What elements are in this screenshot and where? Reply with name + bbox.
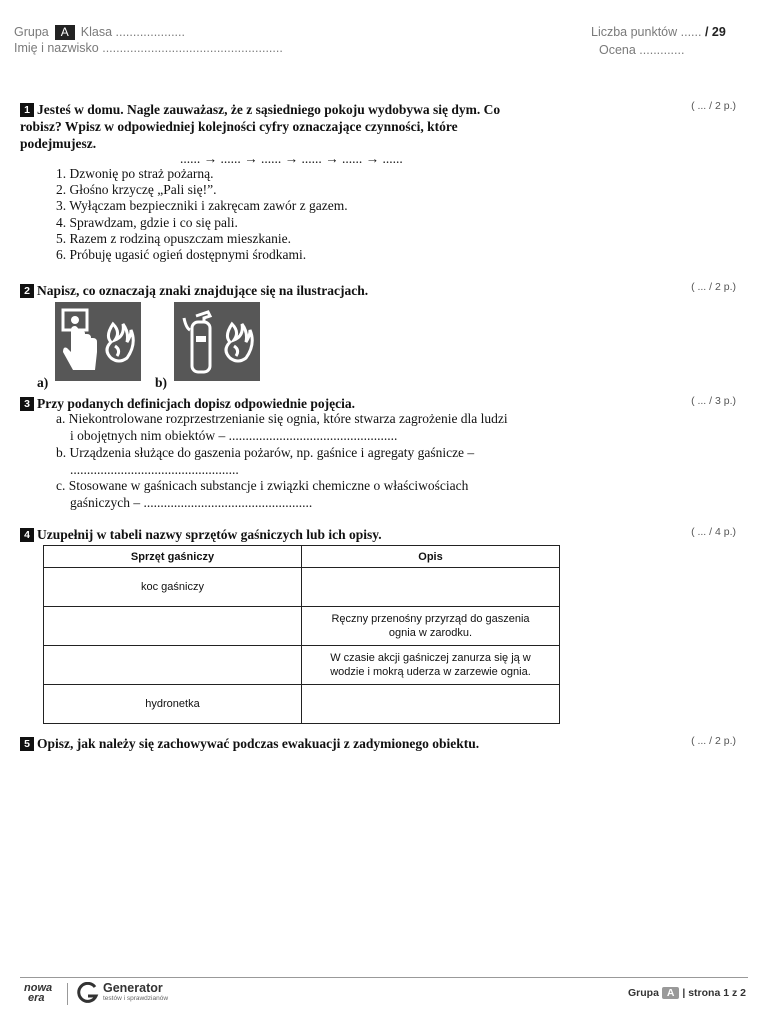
q2-prompt bbox=[20, 282, 368, 299]
logo-nowa: nowa bbox=[24, 982, 53, 994]
q3-text: Przy podanych definicjach dopisz odpowiednie pojęcia. bbox=[37, 396, 356, 411]
q2-number: 2 bbox=[20, 284, 34, 298]
page-indicator bbox=[628, 987, 746, 999]
q1-text-line: robisz? Wpisz w odpowiedniej kolejności cyfry oznaczające czynności, które bbox=[20, 119, 458, 134]
table-cell bbox=[44, 607, 302, 646]
table-cell bbox=[302, 685, 560, 724]
q1-option: 1. Dzwonię po straż pożarną. bbox=[56, 166, 214, 181]
table-row bbox=[44, 646, 560, 685]
table-row bbox=[44, 685, 560, 724]
page-number: | strona 1 z 2 bbox=[682, 987, 746, 999]
footer-divider bbox=[20, 977, 748, 978]
q5-points: ( ... / 2 p.) bbox=[691, 735, 736, 747]
q1-option: 4. Sprawdzam, gdzie i co się pali. bbox=[56, 214, 238, 230]
table-header-row bbox=[44, 546, 560, 568]
table-cell bbox=[302, 568, 560, 607]
q1-number: 1 bbox=[20, 103, 34, 117]
group-badge: A bbox=[55, 25, 75, 40]
logo-era: era bbox=[28, 992, 45, 1004]
q3-definition-c-blank: gaśniczych – .................................................. bbox=[70, 495, 313, 510]
q3-definition-b: b. Urządzenia służące do gaszenia pożarów, np. gaśnice i agregaty gaśnicze – bbox=[56, 445, 475, 460]
nowa-era-logo bbox=[24, 983, 64, 1003]
logo-divider bbox=[67, 983, 68, 1005]
q2-points: ( ... / 2 p.) bbox=[691, 281, 736, 293]
q3-points: ( ... / 3 p.) bbox=[691, 395, 736, 407]
q1-options bbox=[56, 166, 348, 263]
points-label: Liczba punktów ...... bbox=[591, 25, 702, 39]
q1-text-line: Jesteś w domu. Nagle zauważasz, że z sąsiedniego pokoju wydobywa się dym. Co bbox=[37, 102, 501, 117]
q2-text: Napisz, co oznaczają znaki znajdujące się na ilustracjach. bbox=[37, 283, 369, 298]
generator-subtitle: testów i sprawdzianów bbox=[103, 995, 169, 1002]
q5-prompt bbox=[20, 735, 479, 752]
table-header: Opis bbox=[302, 546, 560, 568]
q3-number: 3 bbox=[20, 397, 34, 411]
q4-prompt bbox=[20, 526, 382, 543]
footer-group-badge: A bbox=[662, 987, 680, 999]
q1-option: 3. Wyłączam bezpieczniki i zakręcam zawór z gazem. bbox=[56, 198, 348, 214]
q1-option: 6. Próbuję ugasić ogień dostępnymi środkami. bbox=[56, 247, 307, 263]
q1-option: 2. Głośno krzyczę „Pali się!”. bbox=[56, 182, 217, 198]
points-total: / 29 bbox=[704, 25, 726, 39]
points-field bbox=[591, 25, 726, 39]
q4-text: Uzupełnij w tabeli nazwy sprzętów gaśniczych lub ich opisy. bbox=[37, 527, 382, 542]
table-cell: W czasie akcji gaśniczej zanurza się ją w wodzie i mokrą uderza w zarzewie ognia. bbox=[302, 646, 560, 685]
q1-option: 5. Razem z rodziną opuszczam mieszkanie. bbox=[56, 230, 292, 246]
group-label: Grupa bbox=[14, 25, 49, 39]
q1-text-line: podejmujesz. bbox=[20, 136, 97, 151]
q4-points: ( ... / 4 p.) bbox=[691, 526, 736, 538]
table-cell bbox=[44, 646, 302, 685]
q3-prompt bbox=[20, 395, 355, 412]
q5-text: Opisz, jak należy się zachowywać podczas ewakuacji z zadymionego obiektu. bbox=[37, 736, 480, 751]
footer-group-label: Grupa bbox=[628, 987, 659, 999]
table-header: Sprzęt gaśniczy bbox=[44, 546, 302, 568]
fire-extinguisher-sign-icon bbox=[174, 302, 260, 381]
q3-definition-a-blank: i obojętnych nim obiektów – .................................................. bbox=[70, 428, 398, 443]
generator-brand bbox=[103, 982, 168, 1003]
table-cell: koc gaśniczy bbox=[44, 568, 302, 607]
q2-answer-a-label: a) bbox=[37, 375, 49, 390]
q1-prompt bbox=[20, 101, 560, 152]
q3-definition-a: a. Niekontrolowane rozprzestrzenianie się ognia, które stwarza zagrożenie dla ludzi bbox=[56, 411, 508, 426]
generator-logo-icon bbox=[77, 982, 99, 1009]
equipment-table bbox=[43, 545, 560, 724]
q3-definition-c: c. Stosowane w gaśnicach substancje i związki chemiczne o właściwościach bbox=[56, 478, 469, 493]
q3-definition-b-blank: .................................................. bbox=[70, 462, 239, 477]
table-cell: Ręczny przenośny przyrząd do gaszenia ognia w zarodku. bbox=[302, 607, 560, 646]
class-field: Klasa .................... bbox=[80, 25, 185, 39]
grade-field: Ocena ............. bbox=[599, 43, 685, 57]
q1-points: ( ... / 2 p.) bbox=[691, 100, 736, 112]
generator-title: Generator bbox=[103, 981, 163, 995]
fire-alarm-button-sign-icon bbox=[55, 302, 141, 381]
q2-answer-b-label: b) bbox=[155, 375, 168, 390]
name-field: Imię i nazwisko .................................................... bbox=[14, 41, 283, 55]
table-row bbox=[44, 568, 560, 607]
table-cell: hydronetka bbox=[44, 685, 302, 724]
q4-number: 4 bbox=[20, 528, 34, 542]
group-field bbox=[14, 25, 185, 40]
table-row bbox=[44, 607, 560, 646]
q5-number: 5 bbox=[20, 737, 34, 751]
q1-sequence: ...... → ...... → ...... → ...... → ...... → ...... bbox=[180, 151, 403, 166]
